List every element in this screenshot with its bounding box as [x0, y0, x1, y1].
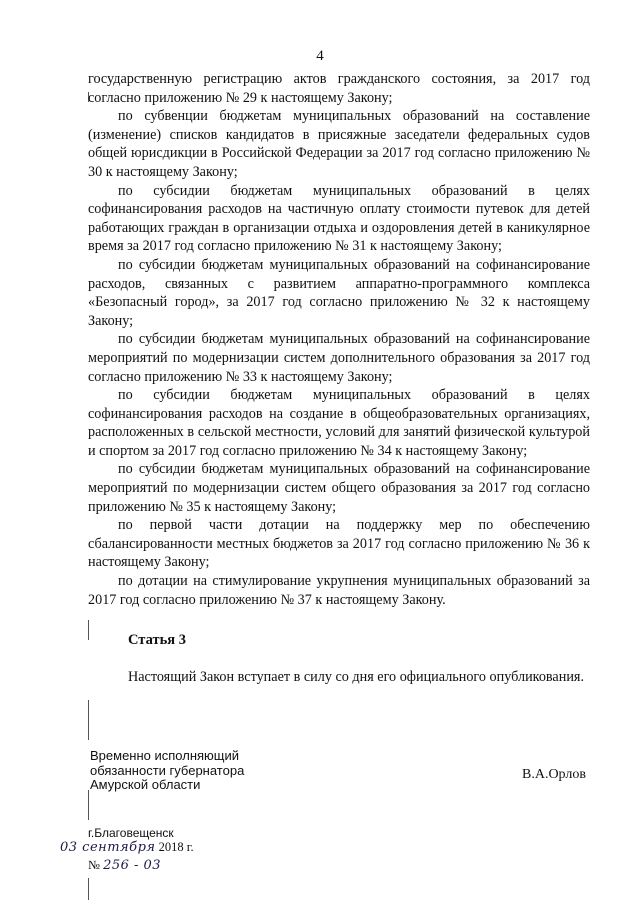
- signing-date: [60, 840, 194, 855]
- law-body-text: [88, 70, 590, 609]
- margin-mark: [88, 878, 89, 900]
- margin-mark: [88, 620, 89, 640]
- paragraph-safe-city-subsidy: по субсидии бюджетам муниципальных образований на софинансирование расходов, связанных с развитием аппаратно-программного комплекса «Безопасный город», за 2017 год согласно приложению № 32 к настоящему Закону;: [88, 256, 590, 329]
- handwritten-number: 256 - 03: [103, 858, 162, 873]
- place-of-signing: г.Благовещенск: [88, 826, 174, 840]
- signatory-name: В.А.Орлов: [522, 767, 586, 782]
- paragraph-consolidation-grant: по дотации на стимулирование укрупнения муниципальных образований за 2017 год согласно приложению № 37 к настоящему Закону.: [88, 573, 590, 608]
- number-sign: №: [88, 858, 100, 872]
- margin-mark: [88, 790, 89, 820]
- paragraph-vouchers-subsidy: по субсидии бюджетам муниципальных образований в целях софинансирования расходов на частичную оплату стоимости путевок для детей работающих граждан в организации отдыха и оздоровления детей в каникулярное время за 2017 год согласно приложению № 31 к настоящему Закону;: [88, 182, 590, 255]
- paragraph-rural-sports-subsidy: по субсидии бюджетам муниципальных образований в целях софинансирования расходов на создание в общеобразовательных организациях, расположенных в сельской местности, условий для занятий физической культурой и спортом за 2017 год согласно приложению № 34 к настоящему Закону;: [88, 387, 590, 459]
- signatory-title-line: обязанности губернатора: [90, 762, 245, 778]
- margin-mark: [88, 700, 89, 740]
- page-number: 4: [316, 48, 324, 64]
- article-text: Настоящий Закон вступает в силу со дня его официального опубликования.: [128, 669, 584, 685]
- paragraph-jurors-subvention: по субвенции бюджетам муниципальных образований на составление (изменение) списков кандидатов в присяжные заседатели федеральных судов общей юрисдикции в Российской Федерации за 2017 год согласно приложению № 30 к настоящему Закону;: [88, 108, 590, 180]
- article-heading: Статья 3: [128, 632, 186, 648]
- handwritten-date: 03 сентября: [60, 840, 156, 855]
- signatory-title-line: Амурской области: [90, 777, 201, 792]
- date-year: 2018 г.: [158, 840, 194, 854]
- signatory-title: [90, 749, 244, 793]
- law-number: [88, 858, 161, 873]
- paragraph-general-education-subsidy: по субсидии бюджетам муниципальных образований на софинансирование мероприятий по модернизации систем общего образования за 2017 год согласно приложению № 35 к настоящему Закону;: [88, 461, 590, 515]
- paragraph-registration: государственную регистрацию актов гражданского состояния, за 2017 год согласно приложению № 29 к настоящему Закону;: [88, 71, 590, 106]
- signatory-title-line: Временно исполняющий: [90, 748, 240, 763]
- paragraph-additional-education-subsidy: по субсидии бюджетам муниципальных образований на софинансирование мероприятий по модернизации систем дополнительного образования за 2017 год согласно приложению № 33 к настоящему Закону;: [88, 331, 590, 385]
- paragraph-balance-grant: по первой части дотации на поддержку мер по обеспечению сбалансированности местных бюджетов за 2017 год согласно приложению № 36 к настоящему Закону;: [88, 517, 590, 571]
